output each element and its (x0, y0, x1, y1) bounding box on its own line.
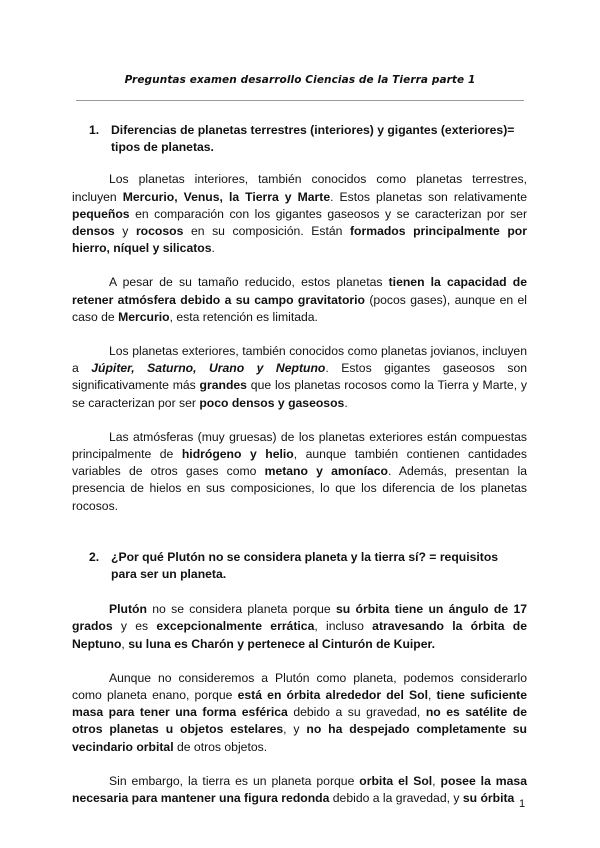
document-body (72, 122, 527, 807)
document-header: Preguntas examen desarrollo Ciencias de la Tierra parte 1 (124, 74, 476, 86)
question-1-text: Diferencias de planetas terrestres (interiores) y gigantes (exteriores)= tipos de planetas. (111, 123, 515, 155)
paragraph-pluto: Plutón no se considera planeta porque su órbita tiene un ángulo de 17 grados y es excepcionalmente errática, incluso atravesando la órbita de Neptuno, su luna es Charón y pertenece al Cinturón de Kuiper. (72, 602, 527, 651)
header-divider (76, 100, 524, 101)
question-2-text: ¿Por qué Plutón no se considera planeta y la tierra sí? = requisitos para ser un planeta. (111, 549, 499, 582)
paragraph-outer-planets: Los planetas exteriores, también conocidos como planetas jovianos, incluyen a Júpiter, Saturno, Urano y Neptuno. Estos gigantes gaseosos son significativamente más grandes que los planetas rocosos como la Tierra y Marte, y se caracterizan por ser poco densos y gaseosos. (72, 344, 528, 410)
paragraph-earth-planet: Sin embargo, la tierra es un planeta porque orbita el Sol, posee la masa necesaria para mantener una figura redonda debido a la gravedad, y su órbita (72, 773, 527, 806)
question-2-number: 2. (89, 549, 100, 564)
paragraph-inner-planets: Los planetas interiores, también conocidos como planetas terrestres, incluyen Mercurio, Venus, la Tierra y Marte. Estos planetas son relativamente pequeños en comparación con los gigantes gaseosos y se caracterizan por ser densos y rocosos en su composición. Están formados principalmente por hierro, níquel y silicatos. (72, 172, 527, 256)
question-2-heading (72, 549, 527, 583)
question-1-heading (72, 122, 527, 156)
paragraph-outer-atmospheres: Las atmósferas (muy gruesas) de los planetas exteriores están compuestas principalmente de hidrógeno y helio, aunque también contienen cantidades variables de otros gases como metano y amoníaco. Además, presentan la presencia de hielos en sus composiciones, lo que los diferencia de los planetas rocosos. (72, 429, 527, 513)
paragraph-dwarf-planet: Aunque no consideremos a Plutón como planeta, podemos considerarlo como planeta enano, porque está en órbita alrededor del Sol, tiene suficiente masa para tener una forma esférica debido a su gravedad, no es satélite de otros planetas u objetos estelares, y no ha despejado completamente su vecindario orbital de otros objetos. (72, 670, 528, 754)
page-number: 1 (519, 798, 526, 810)
paragraph-atmosphere-retention: A pesar de su tamaño reducido, estos planetas tienen la capacidad de retener atmósfera debido a su campo gravitatorio (pocos gases), aunque en el caso de Mercurio, esta retención es limitada. (72, 275, 527, 324)
question-1-number: 1. (89, 123, 100, 137)
